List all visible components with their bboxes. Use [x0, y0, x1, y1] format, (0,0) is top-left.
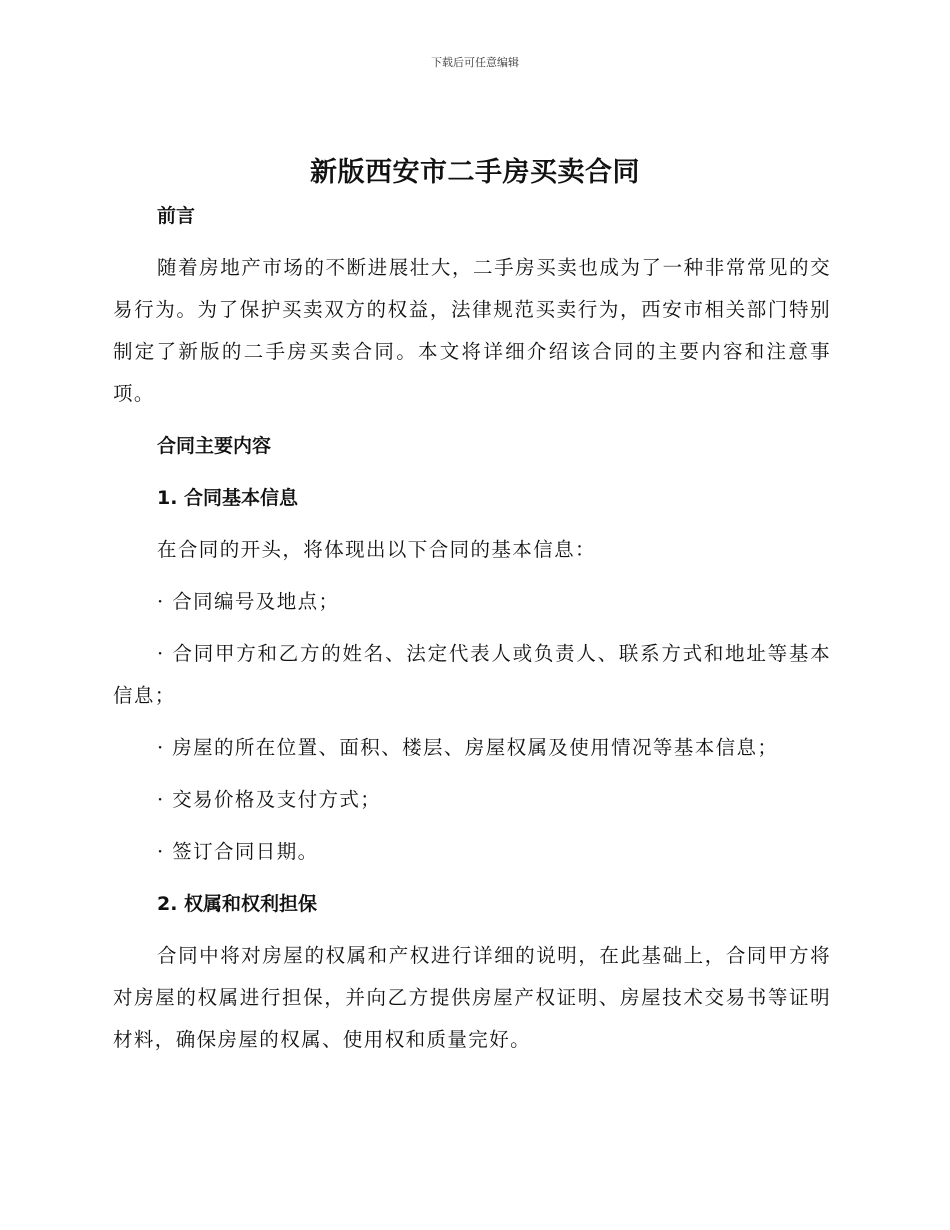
- basic-info-intro: 在合同的开头，将体现出以下合同的基本信息：: [157, 538, 596, 561]
- ownership-heading: 2. 权属和权利担保: [157, 893, 318, 915]
- list-item: · 签订合同日期。: [157, 840, 319, 863]
- header-note: 下载后可任意编辑: [431, 56, 519, 69]
- preface-paragraph: 随着房地产市场的不断进展壮大，二手房买卖也成为了一种非常常见的交易行为。为了保护买卖双方的权益，法律规范买卖行为，西安市相关部门特别制定了新版的二手房买卖合同。本文将详细介绍该合同的主要内容和注意事项。: [113, 256, 831, 405]
- basic-info-heading: 1. 合同基本信息: [157, 487, 299, 509]
- main-content-heading: 合同主要内容: [157, 435, 272, 457]
- document-title: 新版西安市二手房买卖合同: [310, 157, 640, 188]
- ownership-paragraph: 合同中将对房屋的权属和产权进行详细的说明，在此基础上，合同甲方将对房屋的权属进行担保，并向乙方提供房屋产权证明、房屋技术交易书等证明材料，确保房屋的权属、使用权和质量完好。: [113, 944, 831, 1051]
- document-body: [113, 195, 831, 1061]
- list-item: · 房屋的所在位置、面积、楼层、房屋权属及使用情况等基本信息；: [157, 736, 779, 759]
- list-item: · 合同甲方和乙方的姓名、法定代表人或负责人、联系方式和地址等基本信息；: [113, 642, 831, 707]
- list-item: · 合同编号及地点；: [157, 590, 340, 613]
- preface-heading: 前言: [157, 205, 196, 227]
- list-item: · 交易价格及支付方式；: [157, 788, 382, 811]
